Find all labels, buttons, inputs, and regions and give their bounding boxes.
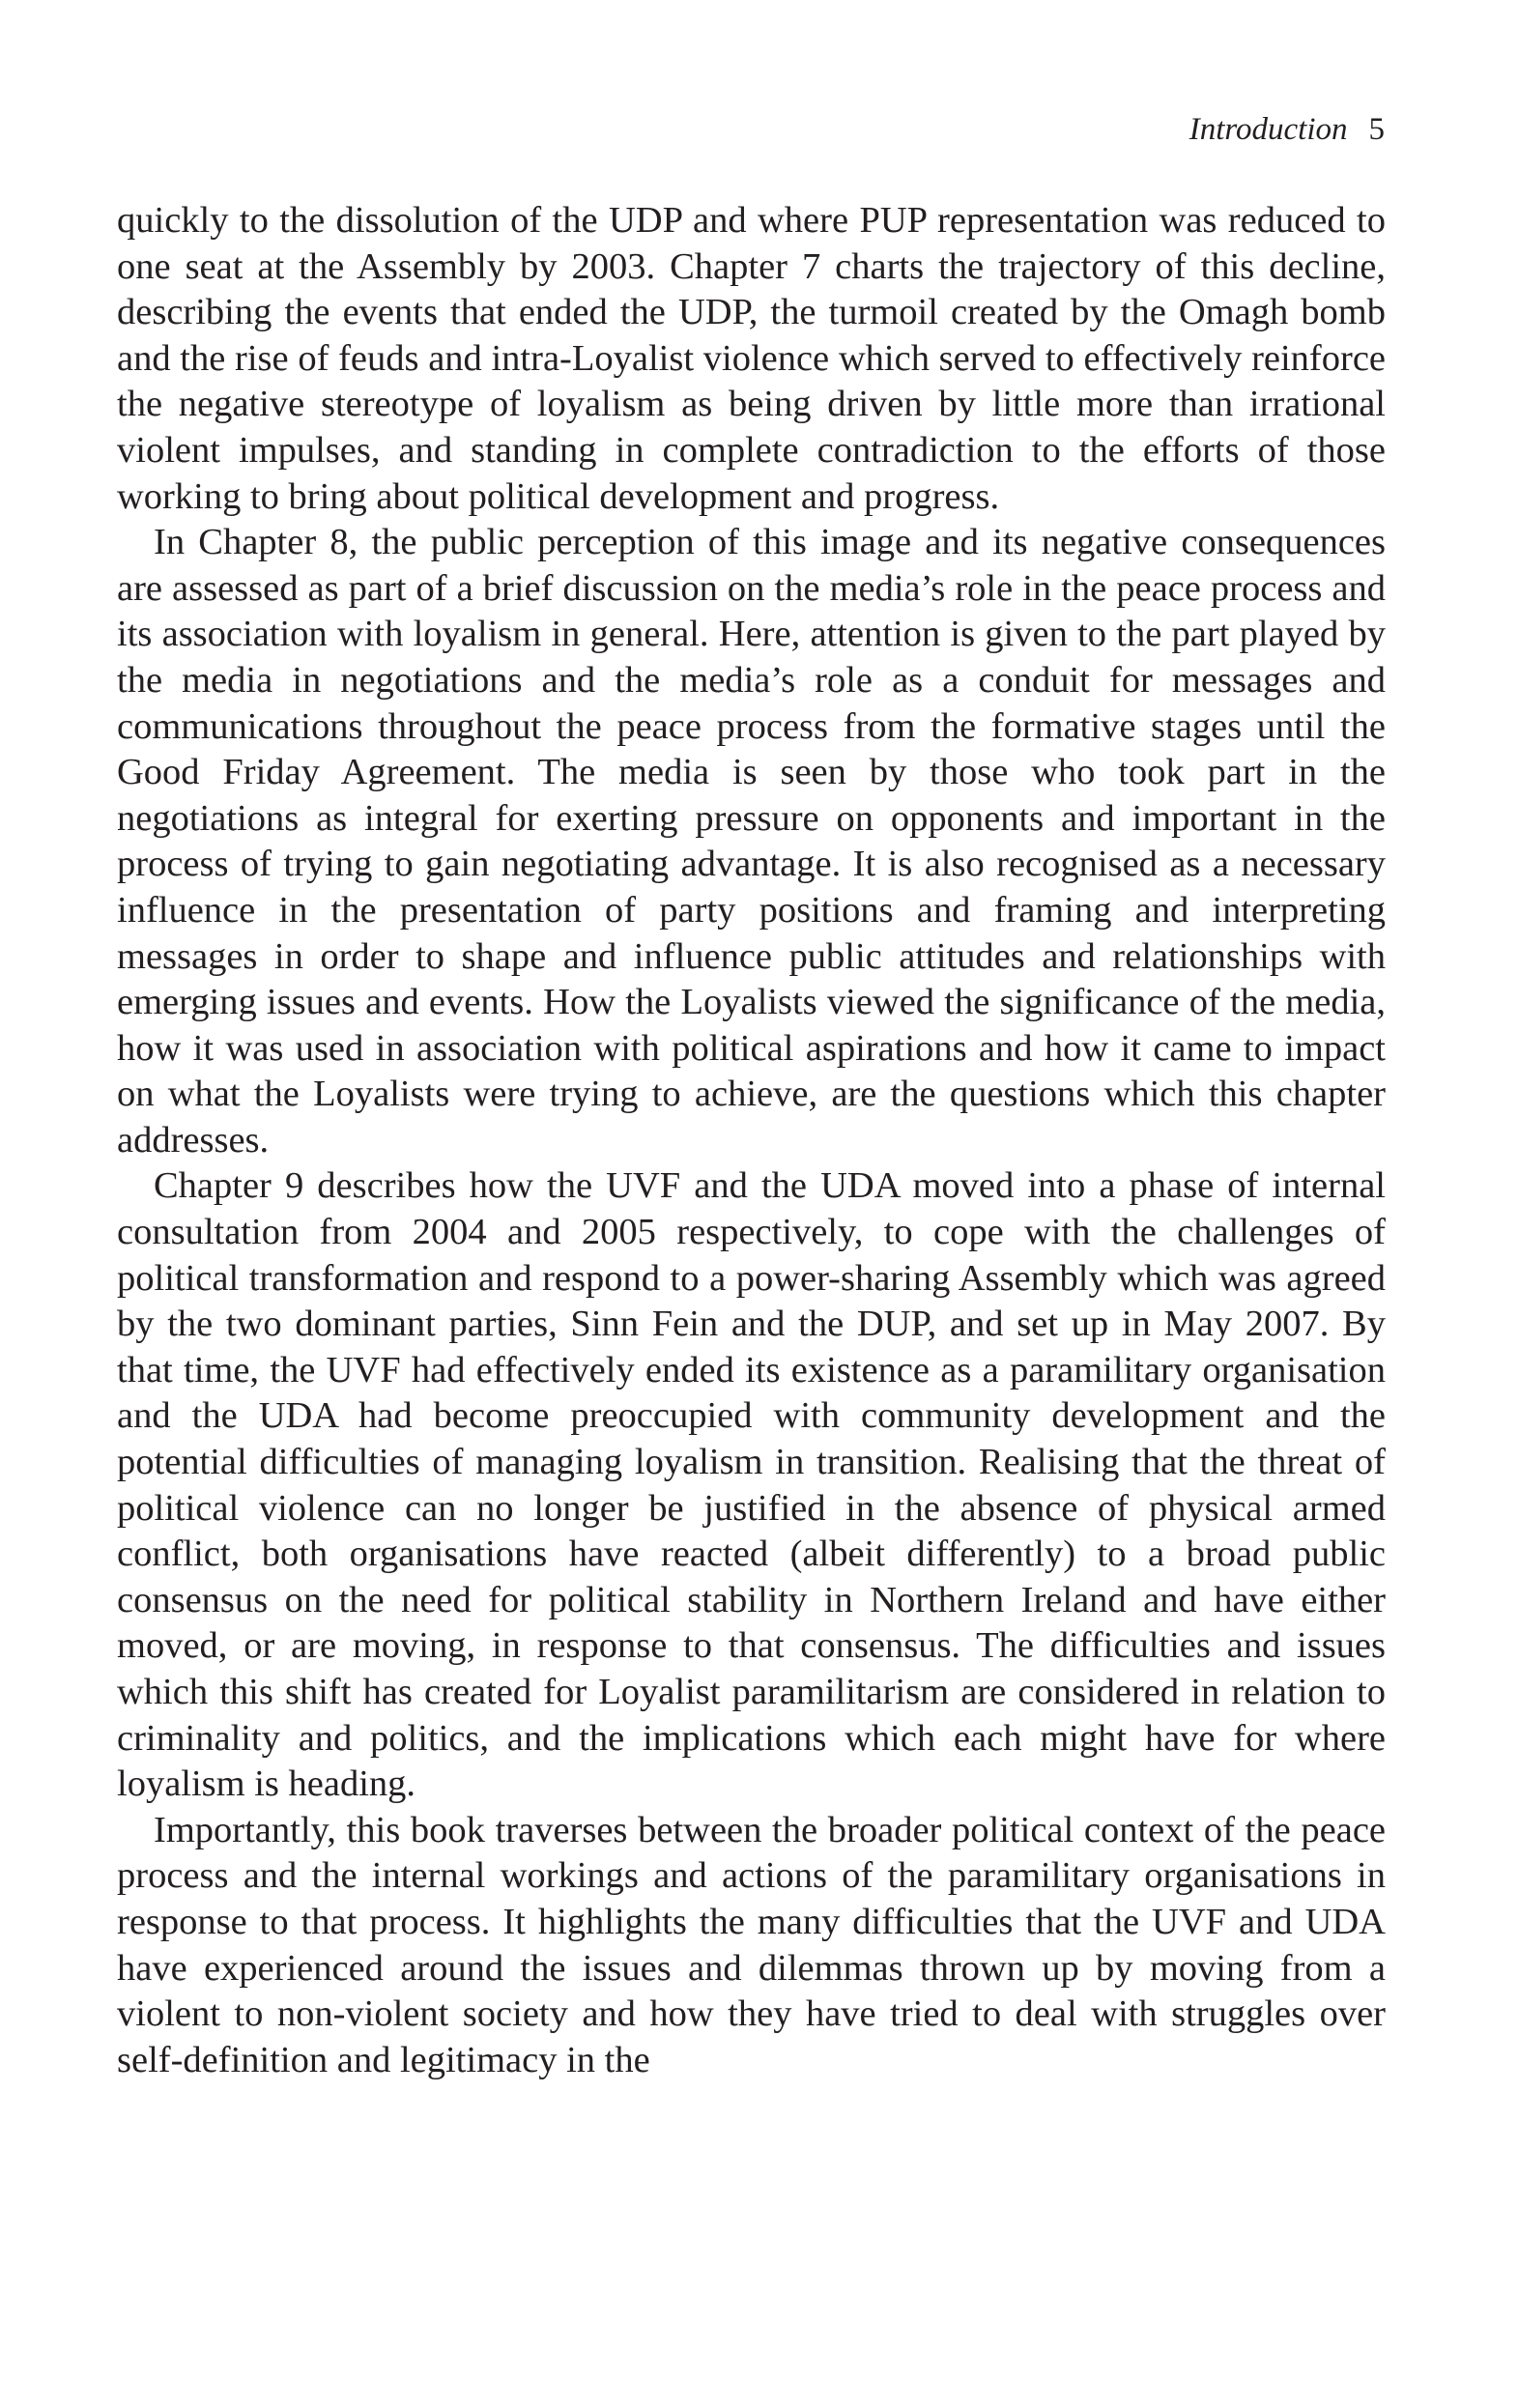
paragraph-chapter-8: In Chapter 8, the public perception of this image and its negative consequences are assessed as part of a brief discussion on the media’s role in the peace process and its association with loyalism in general. Here, attention is given to the part played by the media in negotiations and the media’s role as a conduit for messages and communications throughout the peace process from the formative stages until the Good Friday Agreement. The media is seen by those who took part in the negotiations as integral for exerting pressure on opponents and important in the process of trying to gain negotiating advantage. It is also recognised as a necessary influence in the presentation of party positions and framing and interpreting messages in order to shape and influence public attitudes and relationships with emerging issues and events. How the Loyalists viewed the significance of the media, how it was used in association with political aspirations and how it came to impact on what the Loyalists were trying to achieve, are the questions which this chapter addresses. <box>117 522 1386 1161</box>
body-text <box>117 198 1386 2083</box>
running-head <box>1189 110 1385 149</box>
paragraph-importantly: Importantly, this book traverses between the broader political context of the peace process and the internal workings and actions of the paramilitary organisations in response to that process. It highlights the many difficulties that the UVF and UDA have experienced around the issues and dilemmas thrown up by moving from a violent to non-violent society and how they have tried to deal with struggles over self-definition and legitimacy in the <box>117 1809 1386 2080</box>
page-number: 5 <box>1368 112 1385 147</box>
paragraph-continuation: quickly to the dissolution of the UDP and where PUP representation was reduced to one seat at the Assembly by 2003. Chapter 7 charts the trajectory of this decline, describing the events that ended the UDP, the turmoil created by the Omagh bomb and the rise of feuds and intra-Loyalist violence which served to effectively reinforce the negative stereotype of loyalism as being driven by little more than irrational violent impulses, and standing in complete contradiction to the efforts of those working to bring about political development and progress. <box>117 200 1386 517</box>
paragraph-chapter-9: Chapter 9 describes how the UVF and the UDA moved into a phase of internal consultation from 2004 and 2005 respectively, to cope with the challenges of political transformation and respond to a power-sharing Assembly which was agreed by the two dominant parties, Sinn Fein and the DUP, and set up in May 2007. By that time, the UVF had effectively ended its existence as a paramilitary organisation and the UDA had become preoccupied with community development and the potential difficulties of managing loyalism in transition. Realising that the threat of political violence can no longer be justified in the absence of physical armed conflict, both organisations have reacted (albeit differently) to a broad public consensus on the need for political stability in Northern Ireland and have either moved, or are moving, in response to that consensus. The difficulties and issues which this shift has created for Loyalist paramilitarism are considered in relation to criminality and politics, and the implications which each might have for where loyalism is heading. <box>117 1165 1386 1805</box>
running-head-title: Introduction <box>1189 112 1348 147</box>
